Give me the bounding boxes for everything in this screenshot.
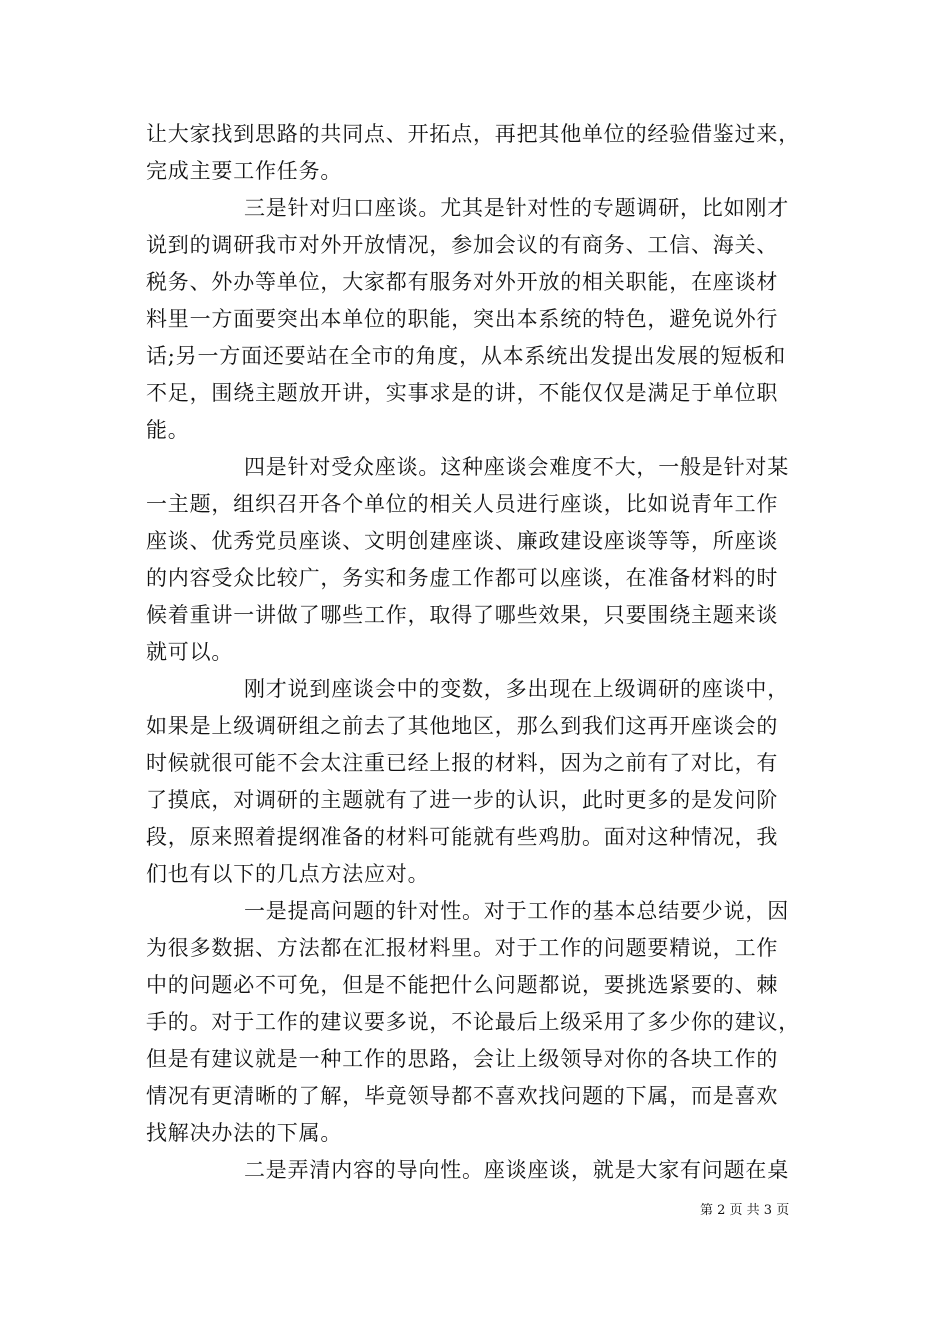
text-line: 说到的调研我市对外开放情况，参加会议的有商务、工信、海关、 [146, 233, 779, 257]
text-line: 时候就很可能不会太注重已经上报的材料，因为之前有了对比，有 [146, 751, 779, 775]
paragraph-start-line: 刚才说到座谈会中的变数，多出现在上级调研的座谈中， [244, 677, 789, 701]
paragraph-start-line: 四是针对受众座谈。这种座谈会难度不大，一般是针对某 [244, 455, 789, 479]
text-line: 一主题，组织召开各个单位的相关人员进行座谈，比如说青年工作 [146, 492, 779, 516]
text-line: 中的问题必不可免，但是不能把什么问题都说，要挑选紧要的、棘 [146, 973, 779, 997]
text-line: 的内容受众比较广，务实和务虚工作都可以座谈，在准备材料的时 [146, 566, 779, 590]
text-line: 但是有建议就是一种工作的思路，会让上级领导对你的各块工作的 [146, 1047, 779, 1071]
body-text [146, 116, 808, 1189]
text-line: 们也有以下的几点方法应对。 [146, 862, 430, 886]
page-number: 第 2 页 共 3 页 [700, 1203, 790, 1218]
text-line: 了摸底，对调研的主题就有了进一步的认识，此时更多的是发问阶 [146, 788, 779, 812]
text-line: 如果是上级调研组之前去了其他地区，那么到我们这再开座谈会的 [146, 714, 779, 738]
text-line: 话;另一方面还要站在全市的角度，从本系统出发提出发展的短板和 [146, 344, 787, 368]
paragraph-start-line: 三是针对归口座谈。尤其是针对性的专题调研，比如刚才 [244, 196, 789, 220]
text-line: 能。 [146, 418, 190, 442]
text-line: 料里一方面要突出本单位的职能，突出本系统的特色，避免说外行 [146, 307, 779, 331]
text-line: 座谈、优秀党员座谈、文明创建座谈、廉政建设座谈等等，所座谈 [146, 529, 779, 553]
text-line: 为很多数据、方法都在汇报材料里。对于工作的问题要精说，工作 [146, 936, 779, 960]
text-line: 候着重讲一讲做了哪些工作，取得了哪些效果，只要围绕主题来谈 [146, 603, 779, 627]
paragraph-start-line: 二是弄清内容的导向性。座谈座谈，就是大家有问题在桌 [244, 1158, 789, 1182]
text-line: 完成主要工作任务。 [146, 159, 343, 183]
text-line: 情况有更清晰的了解，毕竟领导都不喜欢找问题的下属，而是喜欢 [146, 1084, 779, 1108]
text-line: 让大家找到思路的共同点、开拓点，再把其他单位的经验借鉴过来， [146, 122, 800, 146]
text-line: 段，原来照着提纲准备的材料可能就有些鸡肋。面对这种情况，我 [146, 825, 779, 849]
paragraph-start-line: 一是提高问题的针对性。对于工作的基本总结要少说，因 [244, 899, 789, 923]
text-line: 税务、外办等单位，大家都有服务对外开放的相关职能，在座谈材 [146, 270, 779, 294]
text-line: 找解决办法的下属。 [146, 1121, 343, 1145]
text-line: 手的。对于工作的建议要多说，不论最后上级采用了多少你的建议， [146, 1010, 800, 1034]
text-line: 就可以。 [146, 640, 234, 664]
text-line: 不足，围绕主题放开讲，实事求是的讲，不能仅仅是满足于单位职 [146, 381, 779, 405]
